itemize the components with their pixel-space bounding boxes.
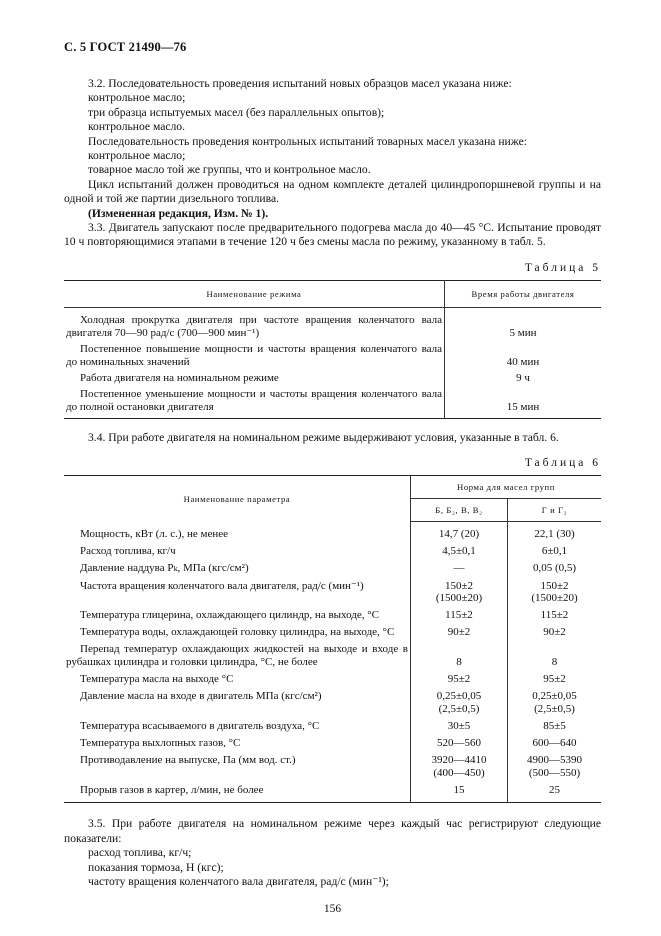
table-cell-name: Температура всасываемого в двигатель воздуха, °С xyxy=(80,719,320,732)
value-line: (1500±20) xyxy=(531,592,578,605)
table-row xyxy=(64,307,601,342)
table-row xyxy=(64,543,601,560)
table-cell-name: Холодная прокрутка двигателя при частоте вращения коленчатого вала двигателя 70—90 рад/с (700—900 мин⁻¹) xyxy=(66,313,442,339)
table-row xyxy=(64,342,601,371)
table-cell-name: Давление наддува Pₖ, МПа (кгс/см²) xyxy=(80,562,249,575)
table-cell-value: 85±5 xyxy=(508,718,602,735)
table-row xyxy=(64,371,601,387)
paragraph-3-5: 3.5. При работе двигателя на номинальном режиме через каждый час регистрируют следующие показатели: xyxy=(64,817,601,845)
table-row xyxy=(64,735,601,752)
paragraph-3-2-control: Последовательность проведения контрольных испытаний товарных масел указана ниже: xyxy=(88,134,527,148)
list-line: контрольное масло; xyxy=(88,149,186,163)
table-cell-value: 90±2 xyxy=(508,624,602,641)
table-cell-value: 25 xyxy=(508,782,602,803)
amendment-note: (Измененная редакция, Изм. № 1). xyxy=(88,206,269,220)
table-cell-value: 0,05 (0,5) xyxy=(508,560,602,577)
table-cell-value xyxy=(411,578,508,608)
document-page xyxy=(64,40,601,915)
paragraph-3-4: 3.4. При работе двигателя на номинальном режиме выдерживают условия, указанные в табл. 6. xyxy=(88,430,559,444)
table-cell-value: 115±2 xyxy=(508,607,602,624)
list-line: частоту вращения коленчатого вала двигателя, рад/с (мин⁻¹); xyxy=(88,875,389,888)
table-cell-value: 8 xyxy=(411,641,508,671)
table-cell-name: Постепенное повышение мощности и частоты вращения коленчатого вала до номинальных значений xyxy=(66,342,442,368)
table-row xyxy=(64,671,601,688)
table-cell-value xyxy=(411,688,508,718)
list-line: контрольное масло. xyxy=(88,120,185,134)
page-number: 156 xyxy=(323,903,342,916)
table-cell-name: Постепенное уменьшение мощности и частоты вращения коленчатого вала до полной остановки двигателя xyxy=(66,387,442,413)
table-cell-name: Работа двигателя на номинальном режиме xyxy=(80,371,279,384)
table-cell-value: 5 мин xyxy=(445,307,602,342)
table-6 xyxy=(64,475,601,803)
table-cell-name: Перепад температур охлаждающих жидкостей на выходе и входе в рубашках цилиндра и головки цилиндра, °С, не более xyxy=(66,643,408,669)
table-6-header-group-g: Г и Г₂ xyxy=(508,499,602,522)
table-row xyxy=(64,718,601,735)
list-line: показания тормоза, Н (кгс); xyxy=(88,860,224,874)
table-cell-value: 115±2 xyxy=(411,607,508,624)
table-cell-value: 95±2 xyxy=(508,671,602,688)
paragraph-3-3: 3.3. Двигатель запускают после предварительного подогрева масла до 40—45 °С. Испытание проводят 10 ч повторяющимися этапами в течение 120 ч без смены масла по режиму, указанному в табл. 5. xyxy=(64,221,601,249)
table-cell-value: 90±2 xyxy=(411,624,508,641)
table-6-header-group: Норма для масел групп xyxy=(411,476,602,499)
table-row xyxy=(64,387,601,419)
table-cell-value xyxy=(411,752,508,782)
paragraph-3-2-cycle: Цикл испытаний должен проводиться на одном комплекте деталей цилиндропоршневой группы и на одной и той же партии дизельного топлива. xyxy=(64,177,601,206)
table-cell-name: Давление масла на входе в двигатель МПа (кгс/см²) xyxy=(80,690,322,703)
value-line: (500—550) xyxy=(528,766,581,779)
table-cell-name: Мощность, кВт (л. с.), не менее xyxy=(80,527,229,540)
page-header: С. 5 ГОСТ 21490—76 xyxy=(64,40,187,54)
table-cell-value: 600—640 xyxy=(508,735,602,752)
table-row xyxy=(64,560,601,577)
table-cell-value: 4,5±0,1 xyxy=(411,543,508,560)
table-row xyxy=(64,578,601,608)
table-6-header-group-b: Б, Б₂, В, В₂ xyxy=(411,499,508,522)
table-6-caption: Таблица 6 xyxy=(524,457,601,470)
table-row xyxy=(64,752,601,782)
table-6-header-parameter: Наименование параметра xyxy=(183,494,291,505)
table-cell-name: Температура воды, охлаждающей головку цилиндра, на выходе, °С xyxy=(80,626,395,639)
table-cell-value xyxy=(508,688,602,718)
table-cell-value: 520—560 xyxy=(411,735,508,752)
list-line: три образца испытуемых масел (без параллельных опытов); xyxy=(88,105,385,119)
table-cell-value: 6±0,1 xyxy=(508,543,602,560)
table-cell-value: 30±5 xyxy=(411,718,508,735)
table-cell-value: — xyxy=(411,560,508,577)
value-line: (2,5±0,5) xyxy=(534,702,575,715)
table-cell-value: 40 мин xyxy=(445,342,602,371)
value-line: 0,25±0,05 xyxy=(436,690,482,703)
value-line: 150±2 xyxy=(444,579,474,592)
table-cell-name: Температура масла на выходе °С xyxy=(80,673,234,686)
table-5-header-time: Время работы двигателя xyxy=(445,280,602,307)
table-cell-value: 95±2 xyxy=(411,671,508,688)
table-5-header-mode: Наименование режима xyxy=(64,280,445,307)
table-cell-name: Противодавление на выпуске, Па (мм вод. ст.) xyxy=(80,754,296,767)
table-cell-value: 15 xyxy=(411,782,508,803)
table-cell-value xyxy=(508,752,602,782)
value-line: 3920—4410 xyxy=(431,754,487,767)
table-row xyxy=(64,782,601,803)
paragraph-3-2-intro: 3.2. Последовательность проведения испытаний новых образцов масел указана ниже: xyxy=(88,77,512,90)
value-line: 150±2 xyxy=(540,579,569,592)
table-row xyxy=(64,522,601,544)
table-cell-name: Температура глицерина, охлаждающего цилиндр, на выходе, °С xyxy=(80,609,380,622)
table-cell-value: 9 ч xyxy=(445,371,602,387)
list-line: расход топлива, кг/ч; xyxy=(88,846,192,860)
table-cell-name: Частота вращения коленчатого вала двигателя, рад/с (мин⁻¹) xyxy=(80,579,364,592)
list-line: контрольное масло; xyxy=(88,91,186,105)
table-cell-name: Температура выхлопных газов, °С xyxy=(80,737,241,749)
table-row xyxy=(64,624,601,641)
table-cell-name: Расход топлива, кг/ч xyxy=(80,545,176,558)
value-line: 0,25±0,05 xyxy=(532,690,577,703)
table-cell-value: 15 мин xyxy=(445,387,602,419)
table-row xyxy=(64,688,601,718)
table-cell-name: Прорыв газов в картер, л/мин, не более xyxy=(80,783,264,796)
table-row xyxy=(64,641,601,671)
table-cell-value: 8 xyxy=(508,641,602,671)
value-line: (400—450) xyxy=(433,766,485,779)
value-line: (1500±20) xyxy=(435,592,483,605)
list-line: товарное масло той же группы, что и контрольное масло. xyxy=(88,163,371,177)
table-5-caption: Таблица 5 xyxy=(524,261,601,274)
table-cell-value: 22,1 (30) xyxy=(508,522,602,544)
table-cell-value xyxy=(508,578,602,608)
table-row xyxy=(64,607,601,624)
value-line: (2,5±0,5) xyxy=(438,702,480,715)
value-line: 4900—5390 xyxy=(527,754,582,767)
table-5 xyxy=(64,280,601,419)
table-cell-value: 14,7 (20) xyxy=(411,522,508,544)
